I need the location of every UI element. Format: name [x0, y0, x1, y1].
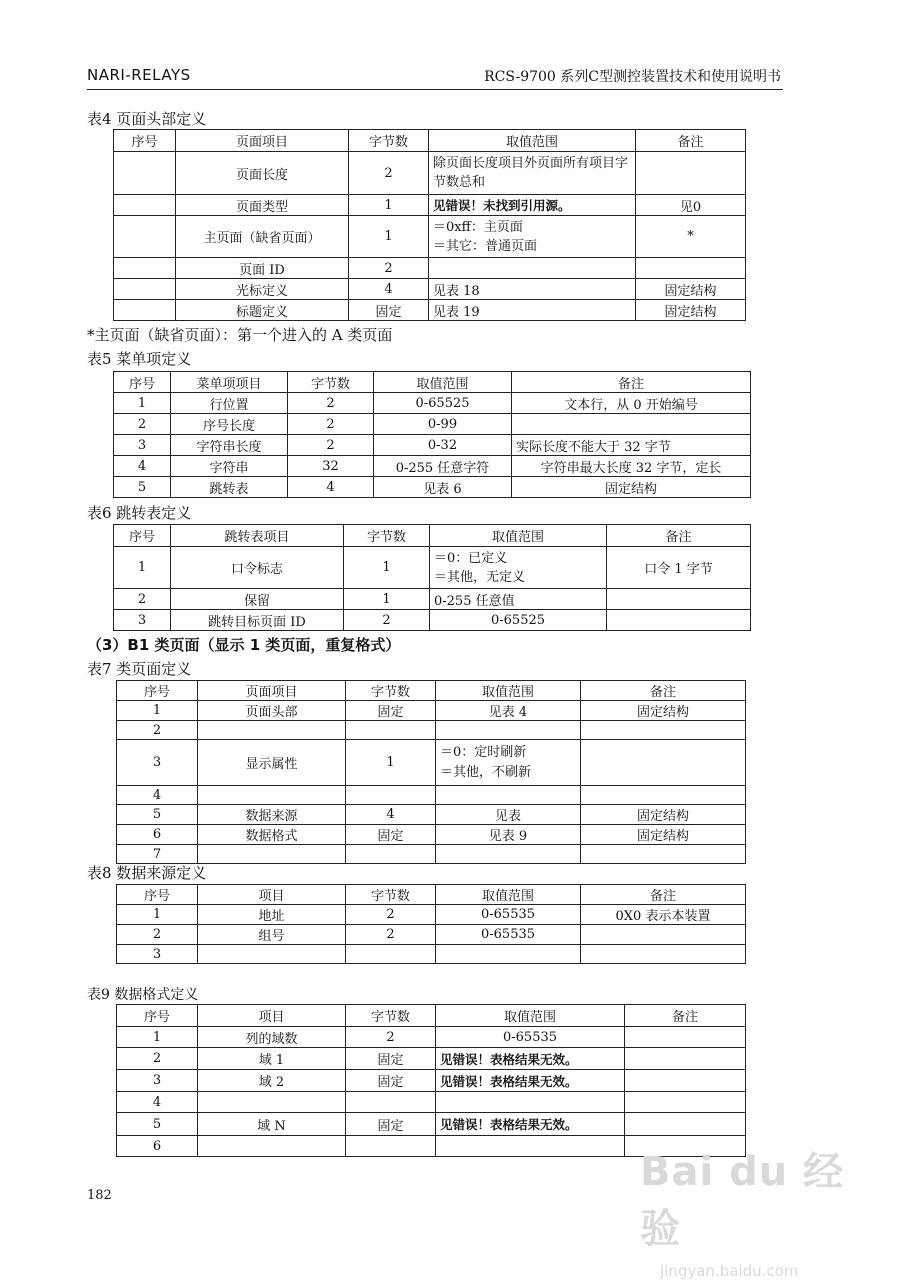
table-row [114, 610, 751, 631]
table4-caption: 表4 页面头部定义 [87, 110, 207, 128]
cell: 行位置 [171, 393, 288, 414]
header-cell: 字节数 [346, 885, 436, 905]
cell: 固定 [346, 701, 436, 721]
table-header-row [114, 372, 751, 393]
cell: 固定结构 [636, 300, 746, 321]
cell: 1 [346, 740, 436, 786]
header-cell: 字节数 [346, 1005, 436, 1027]
table-row [114, 216, 746, 258]
cell [114, 279, 176, 300]
cell: 1 [117, 905, 198, 925]
header-cell: 项目 [198, 885, 346, 905]
cell: 4 [288, 477, 374, 498]
page-number: 182 [87, 1188, 112, 1203]
cell [625, 1092, 746, 1113]
table-row [114, 152, 746, 195]
table-row [117, 701, 746, 721]
cell: 域 N [198, 1113, 346, 1136]
cell [607, 589, 751, 610]
cell [436, 1092, 625, 1113]
cell [114, 195, 176, 216]
cell: 32 [288, 456, 374, 477]
header-doc-title: RCS-9700 系列C型测控装置技术和使用说明书 [484, 69, 781, 85]
cell [607, 610, 751, 631]
cell: 文本行，从 0 开始编号 [512, 393, 751, 414]
table-row [114, 258, 746, 279]
cell [198, 945, 346, 964]
cell [636, 152, 746, 195]
cell: 1 [349, 216, 429, 258]
cell [429, 258, 636, 279]
table5 [113, 371, 751, 498]
cell: 0-99 [374, 414, 512, 435]
table8-caption: 表8 数据来源定义 [87, 864, 207, 882]
cell: 固定结构 [512, 477, 751, 498]
cell: 1 [117, 701, 198, 721]
cell: 2 [346, 905, 436, 925]
cell: 见表 19 [429, 300, 636, 321]
cell-error-ref: 见错误！未找到引用源。 [429, 195, 636, 216]
table-row [114, 414, 751, 435]
cell [114, 216, 176, 258]
table-row [114, 589, 751, 610]
cell: 域 2 [198, 1070, 346, 1092]
cell-error-ref: 见错误！表格结果无效。 [436, 1113, 625, 1136]
table4 [113, 129, 746, 321]
header-cell: 取值范围 [429, 130, 636, 152]
table5-caption: 表5 菜单项定义 [87, 350, 192, 368]
cell: 见0 [636, 195, 746, 216]
cell [625, 1113, 746, 1136]
cell: 0-65525 [430, 610, 607, 631]
cell [430, 547, 607, 589]
cell [625, 1070, 746, 1092]
cell [198, 845, 346, 864]
table-header-row [117, 885, 746, 905]
cell [346, 721, 436, 740]
table-row [114, 195, 746, 216]
cell-error-ref: 见错误！表格结果无效。 [436, 1070, 625, 1092]
range-line: ＝其他，无定义 [434, 569, 526, 585]
table-row [114, 393, 751, 414]
watermark-url: jingyan.baidu.com [660, 1262, 799, 1280]
header-cell: 备注 [625, 1005, 746, 1027]
table-row [117, 1048, 746, 1070]
cell: 2 [349, 152, 429, 195]
table9 [116, 1004, 746, 1157]
table-row [117, 1027, 746, 1048]
cell: 2 [288, 393, 374, 414]
cell: 固定结构 [581, 805, 746, 825]
table-row [117, 905, 746, 925]
cell: 见表 [436, 805, 581, 825]
header-cell: 取值范围 [436, 681, 581, 701]
header-cell: 取值范围 [436, 885, 581, 905]
cell: 实际长度不能大于 32 字节 [512, 435, 751, 456]
range-line: ＝0：已定义 [434, 550, 508, 566]
cell: 2 [288, 435, 374, 456]
table6 [113, 524, 751, 631]
cell [581, 721, 746, 740]
cell: 2 [344, 610, 430, 631]
cell: 见表 4 [436, 701, 581, 721]
cell: 页面 ID [176, 258, 349, 279]
cell: 字符串最大长度 32 字节，定长 [512, 456, 751, 477]
table-row [117, 845, 746, 864]
cell: 跳转目标页面 ID [171, 610, 344, 631]
cell: 6 [117, 1136, 198, 1157]
cell: 1 [117, 1027, 198, 1048]
cell: 0-65535 [436, 905, 581, 925]
cell: 口令标志 [171, 547, 344, 589]
table-row [117, 786, 746, 805]
cell: 5 [117, 805, 198, 825]
cell-error-ref: 见错误！表格结果无效。 [436, 1048, 625, 1070]
range-line: ＝其它：普通页面 [433, 238, 538, 254]
cell [512, 414, 751, 435]
table-row [117, 740, 746, 786]
header-cell: 字节数 [346, 681, 436, 701]
cell: 2 [346, 1027, 436, 1048]
cell: 2 [117, 925, 198, 945]
baidu-watermark [640, 1140, 860, 1280]
cell [429, 216, 636, 258]
cell: 3 [114, 610, 171, 631]
cell: 1 [114, 393, 171, 414]
cell [436, 740, 581, 786]
cell: 1 [344, 589, 430, 610]
table-header-row [117, 1005, 746, 1027]
table7-caption: 表7 类页面定义 [87, 660, 192, 678]
cell: 字符串 [171, 456, 288, 477]
header-cell: 序号 [114, 525, 171, 547]
table9-caption: 表9 数据格式定义 [87, 987, 199, 1003]
table-row [117, 1113, 746, 1136]
cell [636, 258, 746, 279]
cell: 0-255 任意值 [430, 589, 607, 610]
cell: 6 [117, 825, 198, 845]
header-cell: 页面项目 [176, 130, 349, 152]
table-row [114, 300, 746, 321]
cell [198, 1136, 346, 1157]
cell: 跳转表 [171, 477, 288, 498]
cell: 除页面长度项目外页面所有项目字节数总和 [429, 152, 636, 195]
cell: 0X0 表示本装置 [581, 905, 746, 925]
cell: 见表 18 [429, 279, 636, 300]
table-row [117, 945, 746, 964]
cell: 显示属性 [198, 740, 346, 786]
cell: 2 [349, 258, 429, 279]
cell: 口令 1 字节 [607, 547, 751, 589]
cell [581, 786, 746, 805]
header-cell: 序号 [117, 1005, 198, 1027]
cell [581, 945, 746, 964]
cell [346, 1092, 436, 1113]
cell [625, 1027, 746, 1048]
table-row [114, 435, 751, 456]
cell: 地址 [198, 905, 346, 925]
cell [436, 721, 581, 740]
cell: 3 [114, 435, 171, 456]
cell [436, 945, 581, 964]
header-cell: 字节数 [349, 130, 429, 152]
table-header-row [114, 525, 751, 547]
cell: 固定 [346, 1048, 436, 1070]
cell: 4 [117, 786, 198, 805]
cell: 数据来源 [198, 805, 346, 825]
cell: 0-65535 [436, 925, 581, 945]
header-cell: 字节数 [288, 372, 374, 393]
cell: 1 [349, 195, 429, 216]
range-line: ＝0：定时刷新 [440, 744, 527, 760]
cell [625, 1048, 746, 1070]
cell: 固定结构 [636, 279, 746, 300]
header-cell: 取值范围 [430, 525, 607, 547]
cell: 3 [117, 740, 198, 786]
cell: 标题定义 [176, 300, 349, 321]
table-row [114, 456, 751, 477]
cell: 固定 [349, 300, 429, 321]
cell: 1 [114, 547, 171, 589]
cell [436, 786, 581, 805]
cell: 固定 [346, 1070, 436, 1092]
header-cell: 备注 [512, 372, 751, 393]
table8 [116, 884, 746, 964]
header-cell: 序号 [114, 372, 171, 393]
cell: 7 [117, 845, 198, 864]
cell: 数据格式 [198, 825, 346, 845]
table-row [117, 721, 746, 740]
cell: 2 [114, 589, 171, 610]
cell: 固定结构 [581, 701, 746, 721]
cell: 0-255 任意字符 [374, 456, 512, 477]
cell [114, 300, 176, 321]
cell: 2 [346, 925, 436, 945]
table-row [114, 547, 751, 589]
header-cell: 字节数 [344, 525, 430, 547]
cell [346, 845, 436, 864]
header-rule [87, 89, 783, 90]
cell: 2 [117, 721, 198, 740]
table-row [117, 1092, 746, 1113]
cell [198, 721, 346, 740]
cell: 2 [117, 1048, 198, 1070]
table-header-row [117, 681, 746, 701]
table-row [117, 1070, 746, 1092]
cell: 5 [117, 1113, 198, 1136]
header-cell: 备注 [607, 525, 751, 547]
table7 [116, 680, 746, 864]
header-cell: 备注 [636, 130, 746, 152]
header-cell: 项目 [198, 1005, 346, 1027]
table-row [117, 925, 746, 945]
cell: 字符串长度 [171, 435, 288, 456]
cell: 0-32 [374, 435, 512, 456]
cell: 4 [114, 456, 171, 477]
cell: 2 [288, 414, 374, 435]
cell [346, 1136, 436, 1157]
cell [581, 925, 746, 945]
cell: 光标定义 [176, 279, 349, 300]
range-line: ＝0xff：主页面 [433, 219, 523, 235]
cell: 固定 [346, 1113, 436, 1136]
cell: 4 [117, 1092, 198, 1113]
cell [114, 258, 176, 279]
range-line: ＝其他，不刷新 [440, 764, 532, 780]
cell [581, 845, 746, 864]
cell: 3 [117, 1070, 198, 1092]
cell: 4 [349, 279, 429, 300]
cell: 3 [117, 945, 198, 964]
cell: 页面类型 [176, 195, 349, 216]
cell: 保留 [171, 589, 344, 610]
cell: 页面长度 [176, 152, 349, 195]
cell: 见表 6 [374, 477, 512, 498]
header-cell: 序号 [114, 130, 176, 152]
cell [346, 786, 436, 805]
cell: 页面头部 [198, 701, 346, 721]
cell: * [636, 216, 746, 258]
cell [114, 152, 176, 195]
section-b1-heading: （3）B1 类页面（显示 1 类页面，重复格式） [87, 636, 401, 654]
cell [436, 1136, 625, 1157]
cell: 列的域数 [198, 1027, 346, 1048]
header-cell: 序号 [117, 681, 198, 701]
table-row [114, 477, 751, 498]
cell: 4 [346, 805, 436, 825]
cell: 见表 9 [436, 825, 581, 845]
cell: 0-65535 [436, 1027, 625, 1048]
cell: 域 1 [198, 1048, 346, 1070]
cell: 组号 [198, 925, 346, 945]
cell: 1 [344, 547, 430, 589]
cell: 主页面（缺省页面） [176, 216, 349, 258]
header-cell: 备注 [581, 681, 746, 701]
cell [346, 945, 436, 964]
header-cell: 页面项目 [198, 681, 346, 701]
main-page-note: *主页面（缺省页面）：第一个进入的 A 类页面 [87, 326, 393, 344]
header-cell: 取值范围 [374, 372, 512, 393]
cell: 0-65525 [374, 393, 512, 414]
table-header-row [114, 130, 746, 152]
header-cell: 序号 [117, 885, 198, 905]
cell: 序号长度 [171, 414, 288, 435]
header-cell: 菜单项项目 [171, 372, 288, 393]
baidu-logo: Bai du 经验 [640, 1149, 845, 1252]
cell [436, 845, 581, 864]
cell [581, 740, 746, 786]
table-row [117, 825, 746, 845]
table-row [114, 279, 746, 300]
header-cell: 取值范围 [436, 1005, 625, 1027]
cell [198, 1092, 346, 1113]
table-row [117, 805, 746, 825]
table6-caption: 表6 跳转表定义 [87, 504, 192, 522]
header-brand: NARI-RELAYS [87, 66, 191, 84]
header-cell: 跳转表项目 [171, 525, 344, 547]
cell: 固定结构 [581, 825, 746, 845]
cell [198, 786, 346, 805]
header-cell: 备注 [581, 885, 746, 905]
cell: 2 [114, 414, 171, 435]
cell: 固定 [346, 825, 436, 845]
cell: 5 [114, 477, 171, 498]
